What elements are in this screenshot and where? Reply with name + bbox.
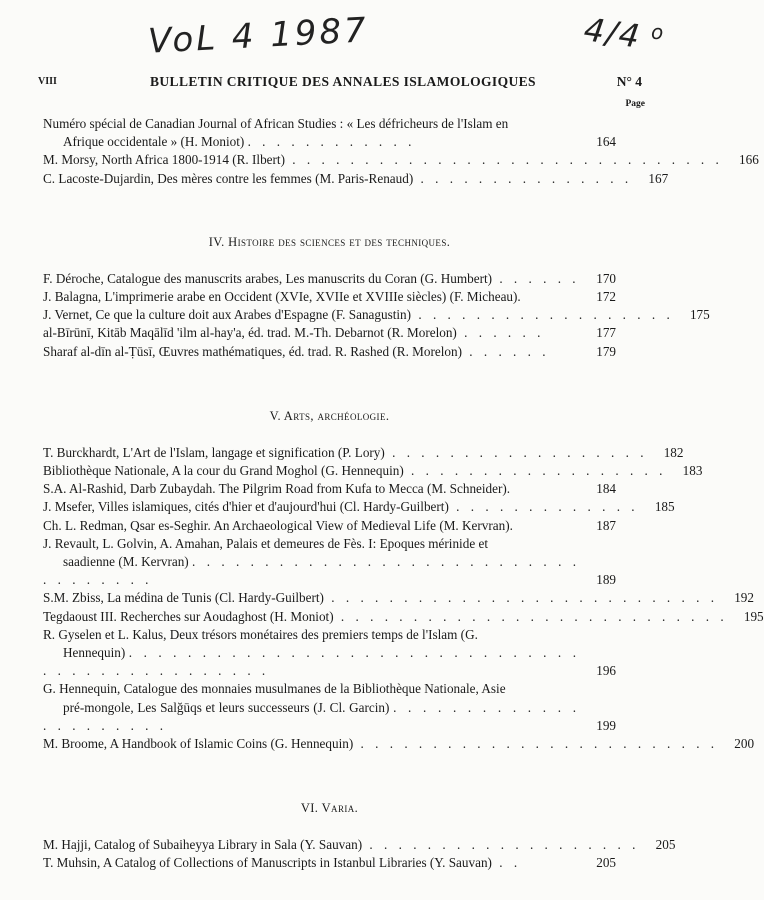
entry-text-continuation: pré-mongole, Les Salğūqs et leurs successeurs (J. Cl. Garcin)	[63, 699, 390, 715]
entry-page: 185	[654, 499, 675, 515]
entry-text: J. Balagna, L'imprimerie arabe en Occident (XVIe, XVIIe et XVIIIe siècles) (F. Micheau).	[43, 289, 521, 305]
entry-text: M. Hajji, Catalog of Subaiheyya Library in Sala (Y. Sauvan)	[43, 837, 363, 853]
entry-page: 164	[596, 134, 616, 150]
section-title-iv: IV. Histoire des sciences et des techniques.	[208, 234, 451, 249]
entry-text: Ch. L. Redman, Qsar es-Seghir. An Archaeological View of Medieval Life (M. Kervran).	[43, 517, 513, 533]
running-header	[0, 74, 672, 94]
toc-entry: Bibliothèque Nationale, A la cour du Grand Moghol (G. Hennequin) . . . . . . . . . . . . . . . . . . 183	[43, 462, 616, 480]
entry-page: 187	[596, 517, 616, 533]
entry-text-continuation: saadienne (M. Kervran)	[63, 554, 189, 570]
toc-entry	[43, 517, 616, 535]
running-title: BULLETIN CRITIQUE DES ANNALES ISLAMOLOGIQUES	[150, 74, 536, 89]
entry-page: 183	[682, 463, 703, 479]
entry-text: J. Msefer, Villes islamiques, cités d'hier et d'aujourd'hui (Cl. Hardy-Guilbert)	[43, 499, 449, 515]
toc-entry: Numéro spécial de Canadian Journal of African Studies : « Les défricheurs de l'Islam en Afrique occidentale » (H. Moniot) . . . . . . . . . . . . 164	[43, 115, 616, 151]
entry-text: F. Déroche, Catalogue des manuscrits arabes, Les manuscrits du Coran (G. Humbert)	[43, 270, 493, 286]
entry-text: J. Revault, L. Golvin, A. Amahan, Palais et demeures de Fès. I: Epoques mérinide et	[43, 535, 488, 551]
section-title-v: V. Arts, archéologie.	[269, 408, 390, 423]
entry-page: 182	[663, 444, 684, 460]
entry-text: T. Muhsin, A Catalog of Collections of Manuscripts in Istanbul Libraries (Y. Sauvan)	[43, 855, 492, 871]
handwritten-ok-note: o	[651, 20, 664, 44]
entry-page: 205	[655, 837, 676, 853]
toc-entry: M. Broome, A Handbook of Islamic Coins (G. Hennequin) . . . . . . . . . . . . . . . . . . . . . . . . . 200	[43, 735, 616, 753]
toc-entry: J. Msefer, Villes islamiques, cités d'hier et d'aujourd'hui (Cl. Hardy-Guilbert) . . . . . . . . . . . . . 185	[43, 498, 616, 516]
entry-page: 192	[734, 590, 754, 606]
entry-page: 172	[596, 289, 616, 305]
entry-text: Tegdaoust III. Recherches sur Aoudaghost (H. Moniot)	[43, 608, 334, 624]
toc-entry: al-Bīrūnī, Kitāb Maqālīd 'ilm al-hay'a, éd. trad. M.-Th. Debarnot (R. Morelon) . . . . . . 177	[43, 324, 616, 342]
entry-text: J. Vernet, Ce que la culture doit aux Arabes d'Espagne (F. Sanagustin)	[43, 307, 412, 323]
toc-entry: C. Lacoste-Dujardin, Des mères contre les femmes (M. Paris-Renaud) . . . . . . . . . . . . . . . 167	[43, 170, 616, 188]
entry-text: S.M. Zbiss, La médina de Tunis (Cl. Hardy-Guilbert)	[43, 590, 324, 606]
toc-entry	[43, 288, 616, 306]
entry-text-continuation: Afrique occidentale » (H. Moniot)	[63, 134, 245, 150]
entry-page: 196	[596, 663, 616, 679]
entry-text: Bibliothèque Nationale, A la cour du Grand Moghol (G. Hennequin)	[43, 463, 404, 479]
entry-text: M. Broome, A Handbook of Islamic Coins (G. Hennequin)	[43, 736, 354, 752]
entry-page: 184	[596, 481, 616, 497]
entry-text: G. Hennequin, Catalogue des monnaies musulmanes de la Bibliothèque Nationale, Asie	[43, 681, 506, 697]
entry-text: Sharaf al-dīn al-Ṭūsī, Œuvres mathématiques, éd. trad. R. Rashed (R. Morelon)	[43, 343, 462, 359]
entry-text: al-Bīrūnī, Kitāb Maqālīd 'ilm al-hay'a, éd. trad. M.-Th. Debarnot (R. Morelon)	[43, 325, 457, 341]
toc-entry: R. Gyselen et L. Kalus, Deux trésors monétaires des premiers temps de l'Islam (G. Hennequin) . . . . . . . . . . . . . . . . . . . . . . . . . . . . . . . . . . . . . . . . . . . . . . . 196	[43, 626, 616, 681]
entry-page: 199	[596, 717, 616, 733]
toc-entry: T. Muhsin, A Catalog of Collections of Manuscripts in Istanbul Libraries (Y. Sauvan) . . 205	[43, 854, 616, 872]
entry-page: 170	[596, 270, 616, 286]
toc-entry: F. Déroche, Catalogue des manuscrits arabes, Les manuscrits du Coran (G. Humbert) . . . . . . 170	[43, 270, 616, 288]
entry-page: 177	[596, 325, 616, 341]
handwritten-fraction-note: 4/4	[581, 10, 644, 56]
toc-entry	[43, 480, 616, 498]
entry-text: M. Morsy, North Africa 1800-1914 (R. Ilbert)	[43, 152, 285, 168]
entry-page: 179	[596, 343, 616, 359]
entry-page: 167	[648, 170, 669, 186]
issue-number: N° 4	[616, 74, 642, 89]
toc-entry: S.M. Zbiss, La médina de Tunis (Cl. Hardy-Guilbert) . . . . . . . . . . . . . . . . . . . . . . . . . . . 192	[43, 589, 616, 607]
entry-page: 175	[689, 307, 710, 323]
page-column-label: Page	[625, 99, 645, 109]
page-number: VIII	[38, 76, 57, 87]
entry-text: Numéro spécial de Canadian Journal of African Studies : « Les défricheurs de l'Islam en	[43, 116, 509, 131]
entry-page: 189	[596, 572, 616, 588]
entry-text: R. Gyselen et L. Kalus, Deux trésors monétaires des premiers temps de l'Islam (G.	[43, 626, 478, 642]
entry-page: 166	[739, 152, 759, 168]
toc-entry: G. Hennequin, Catalogue des monnaies musulmanes de la Bibliothèque Nationale, Asie pré-mongole, Les Salğūqs et leurs successeurs (J. Cl. Garcin) . . . . . . . . . . . . . . . . . . . . . . 199	[43, 680, 616, 735]
handwritten-volume-note: VoL 4 1987	[147, 10, 370, 62]
toc-entry: J. Revault, L. Golvin, A. Amahan, Palais et demeures de Fès. I: Epoques mérinide et saadienne (M. Kervran) . . . . . . . . . . . . . . . . . . . . . . . . . . . . . . . . . . . 189	[43, 535, 616, 590]
toc-entry: Sharaf al-dīn al-Ṭūsī, Œuvres mathématiques, éd. trad. R. Rashed (R. Morelon) . . . . . . 179	[43, 343, 616, 361]
toc-entry: Tegdaoust III. Recherches sur Aoudaghost (H. Moniot) . . . . . . . . . . . . . . . . . . . . . . . . . . . 195	[43, 608, 616, 626]
toc-entry: J. Vernet, Ce que la culture doit aux Arabes d'Espagne (F. Sanagustin) . . . . . . . . . . . . . . . . . . 175	[43, 306, 616, 324]
entry-page: 200	[734, 736, 755, 752]
toc-entry: M. Morsy, North Africa 1800-1914 (R. Ilbert) . . . . . . . . . . . . . . . . . . . . . . . . . . . . . . 166	[43, 151, 616, 169]
entry-page: 205	[596, 855, 616, 871]
toc-entry: T. Burckhardt, L'Art de l'Islam, langage et signification (P. Lory) . . . . . . . . . . . . . . . . . . 182	[43, 444, 616, 462]
entry-text: S.A. Al-Rashid, Darb Zubaydah. The Pilgrim Road from Kufa to Mecca (M. Schneider).	[43, 481, 511, 497]
entry-text: C. Lacoste-Dujardin, Des mères contre les femmes (M. Paris-Renaud)	[43, 170, 414, 186]
table-of-contents	[43, 115, 764, 873]
section-title-vi: VI. Varia.	[300, 801, 359, 816]
toc-entry: M. Hajji, Catalog of Subaiheyya Library in Sala (Y. Sauvan) . . . . . . . . . . . . . . . . . . . 205	[43, 836, 616, 854]
entry-text-continuation: Hennequin)	[63, 645, 126, 661]
entry-page: 195	[743, 608, 764, 624]
entry-text: T. Burckhardt, L'Art de l'Islam, langage et signification (P. Lory)	[43, 444, 385, 460]
